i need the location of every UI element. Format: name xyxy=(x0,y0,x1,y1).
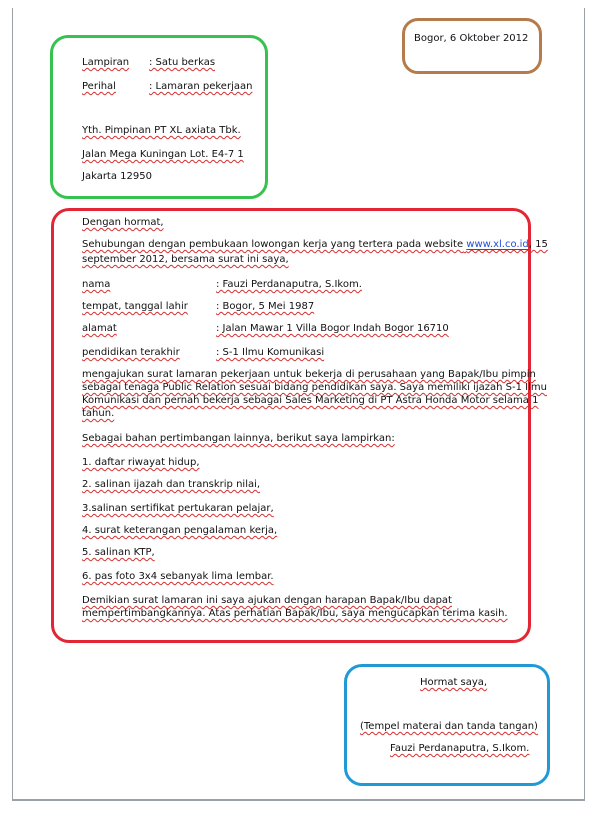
signature-regards: Hormat saya, xyxy=(420,677,488,688)
attachment-item: 2. salinan ijazah dan transkrip nilai, xyxy=(82,479,261,490)
field-label-tempat-tanggal-lahir: tempat, tanggal lahir xyxy=(82,301,188,312)
paragraph-line-2: sebagai tenaga Public Relation sesuai bidang pendidikan saya. Saya memiliki ijazah S-1 Ilmu xyxy=(82,382,547,393)
field-value-alamat: : Jalan Mawar 1 Villa Bogor Indah Bogor 16710 xyxy=(216,323,449,334)
field-label-pendidikan: pendidikan terakhir xyxy=(82,347,180,358)
signature-name: Fauzi Perdanaputra, S.Ikom. xyxy=(390,743,530,754)
intro-line-1 xyxy=(82,238,548,251)
field-label-nama: nama xyxy=(82,279,111,290)
attachment-item: 1. daftar riwayat hidup, xyxy=(82,457,200,468)
field-value-pendidikan: : S-1 Ilmu Komunikasi xyxy=(216,347,325,358)
signature-note: (Tempel materai dan tanda tangan) xyxy=(360,721,538,732)
paragraph-line-4: tahun. xyxy=(82,408,115,419)
attachment-item: 3.salinan sertifikat pertukaran pelajar, xyxy=(82,503,274,514)
closing-line-2: mempertimbangkannya. Atas perhatian Bapak/Ibu, saya mengucapkan terima kasih. xyxy=(82,608,508,619)
intro-prefix: Sehubungan dengan pembukaan lowongan kerja yang tertera pada website xyxy=(82,239,464,250)
letter-date: Bogor, 6 Oktober 2012 xyxy=(414,33,529,44)
field-value-nama: : Fauzi Perdanaputra, S.Ikom. xyxy=(216,279,362,290)
paragraph-line-1: mengajukan surat lamaran pekerjaan untuk bekerja di perusahaan yang Bapak/Ibu pimpin xyxy=(82,369,536,380)
intro-suffix: , 15 xyxy=(528,239,548,250)
greeting: Dengan hormat, xyxy=(82,217,164,228)
perihal-label: Perihal xyxy=(82,81,116,92)
date-box xyxy=(402,18,542,74)
closing-line-1: Demikian surat lamaran ini saya ajukan dengan harapan Bapak/Ibu dapat xyxy=(82,595,452,606)
attachments-intro: Sebagai bahan pertimbangan lainnya, berikut saya lampirkan: xyxy=(82,433,395,444)
field-value-tempat-tanggal-lahir: : Bogor, 5 Mei 1987 xyxy=(216,301,315,312)
lampiran-value: : Satu berkas xyxy=(149,57,216,68)
recipient-line-3: Jakarta 12950 xyxy=(82,171,152,182)
lampiran-label: Lampiran xyxy=(82,57,130,68)
perihal-value: : Lamaran pekerjaan xyxy=(149,81,253,92)
attachment-item: 5. salinan KTP, xyxy=(82,547,155,558)
recipient-line-1: Yth. Pimpinan PT XL axiata Tbk. xyxy=(82,125,241,136)
paragraph-line-3: Komunikasi dan pernah bekerja sebagai Sales Marketing di PT Astra Honda Motor selama 1 xyxy=(82,395,539,406)
intro-line-2: september 2012, bersama surat ini saya, xyxy=(82,254,289,265)
attachment-item: 4. surat keterangan pengalaman kerja, xyxy=(82,525,278,536)
recipient-line-2: Jalan Mega Kuningan Lot. E4-7 1 xyxy=(82,149,244,160)
website-link[interactable]: www.xl.co.id xyxy=(466,239,529,250)
field-label-alamat: alamat xyxy=(82,323,117,334)
attachment-item: 6. pas foto 3x4 sebanyak lima lembar. xyxy=(82,571,274,582)
